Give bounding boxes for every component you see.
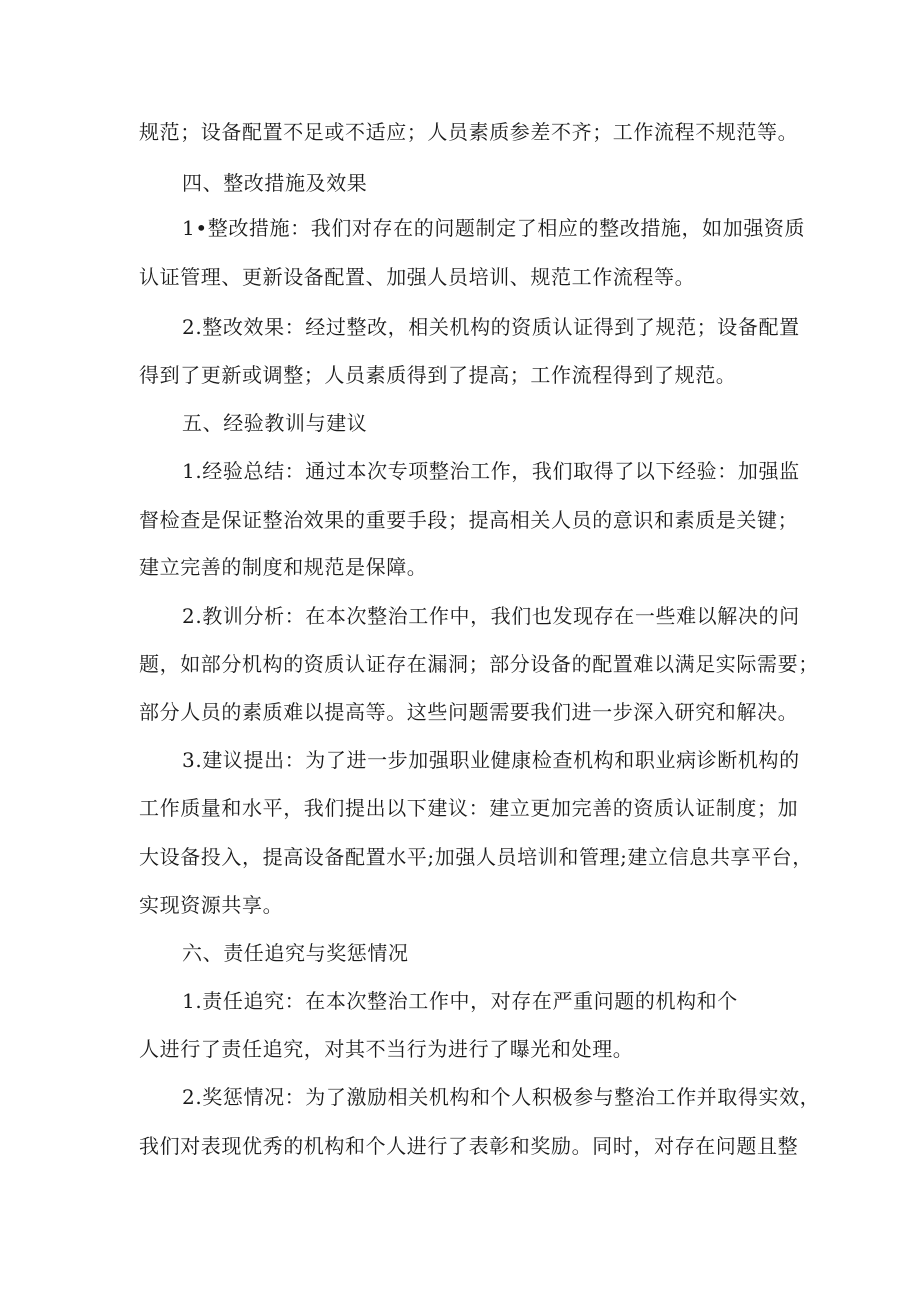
text-line: 1•整改措施：我们对存在的问题制定了相应的整改措施，如加强资质 <box>182 216 806 240</box>
section-heading: 六、责任追究与奖惩情况 <box>182 941 409 965</box>
text-line: 规范；设备配置不足或不适应；人员素质参差不齐；工作流程不规范等。 <box>139 120 799 144</box>
text-line: 部分人员的素质难以提高等。这些问题需要我们进一步深入研究和解决。 <box>139 700 799 724</box>
text-line: 2.教训分析：在本次整治工作中，我们也发现存在一些难以解决的问 <box>182 604 800 628</box>
text-line: 督检查是保证整治效果的重要手段；提高相关人员的意识和素质是关键； <box>139 508 799 532</box>
text-line: 题，如部分机构的资质认证存在漏洞；部分设备的配置难以满足实际需要； <box>139 652 819 676</box>
text-line: 我们对表现优秀的机构和个人进行了表彰和奖励。同时，对存在问题且整 <box>139 1134 799 1158</box>
text-line: 2.奖惩情况：为了激励相关机构和个人积极参与整治工作并取得实效， <box>182 1085 821 1109</box>
section-heading: 四、整改措施及效果 <box>182 171 368 195</box>
section-heading: 五、经验教训与建议 <box>182 411 368 435</box>
text-line: 实现资源共享。 <box>139 893 284 917</box>
text-line: 工作质量和水平，我们提出以下建议：建立更加完善的资质认证制度；加 <box>139 796 799 820</box>
text-line: 1.责任追究：在本次整治工作中，对存在严重问题的机构和个 <box>182 989 738 1013</box>
text-line: 建立完善的制度和规范是保障。 <box>139 555 428 579</box>
text-line: 大设备投入，提高设备配置水平;加强人员培训和管理;建立信息共享平台， <box>139 845 813 869</box>
text-line: 认证管理、更新设备配置、加强人员培训、规范工作流程等。 <box>139 265 696 289</box>
text-line: 3.建议提出：为了进一步加强职业健康检查机构和职业病诊断机构的 <box>182 748 800 772</box>
text-line: 得到了更新或调整；人员素质得到了提高；工作流程得到了规范。 <box>139 363 737 387</box>
text-line: 人进行了责任追究，对其不当行为进行了曝光和处理。 <box>139 1037 634 1061</box>
text-line: 2.整改效果：经过整改，相关机构的资质认证得到了规范；设备配置 <box>182 315 800 339</box>
text-line: 1.经验总结：通过本次专项整治工作，我们取得了以下经验：加强监 <box>182 459 800 483</box>
